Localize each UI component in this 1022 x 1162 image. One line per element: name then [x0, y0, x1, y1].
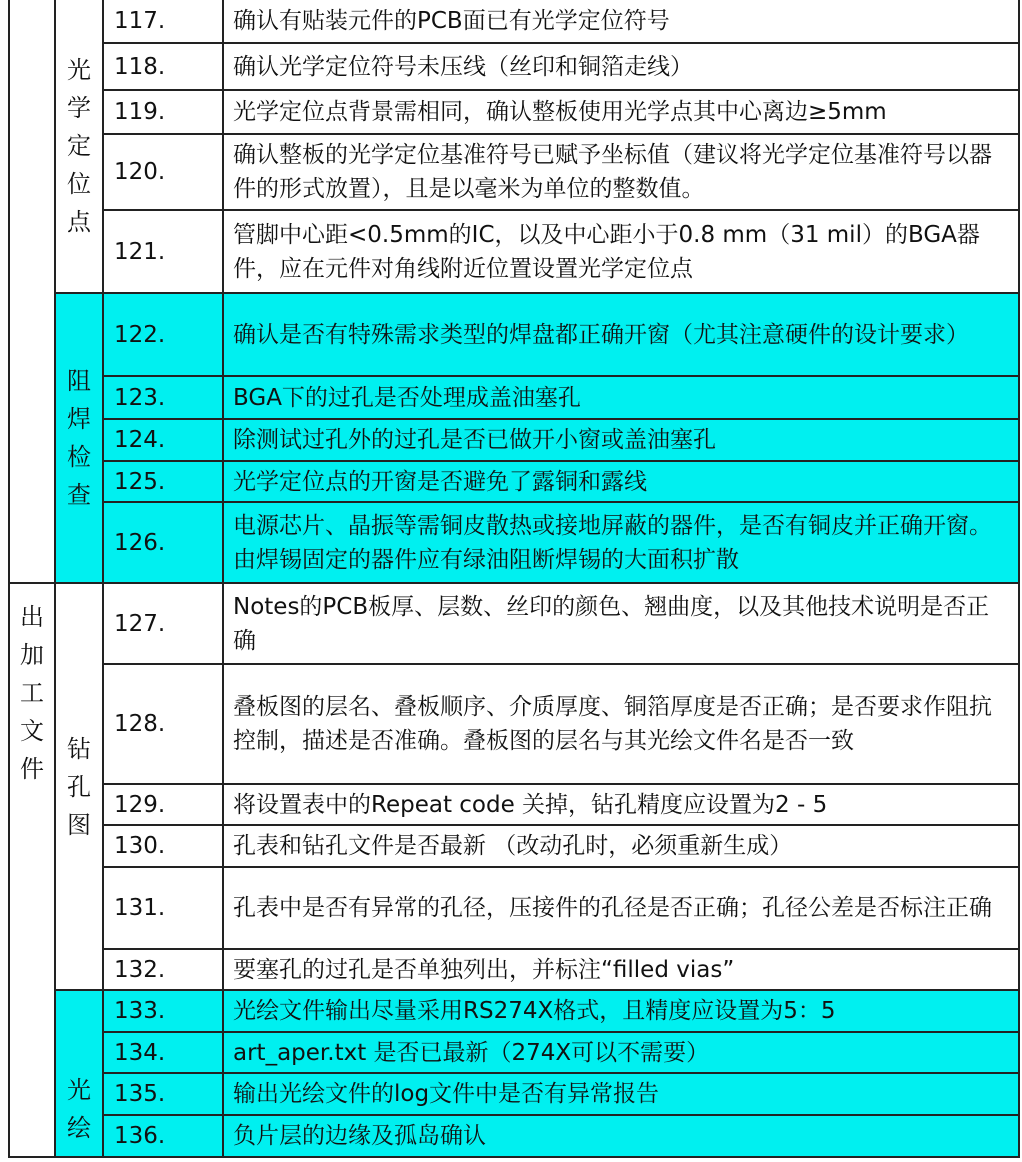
row-text: Notes的PCB板厚、层数、丝印的颜色、翘曲度，以及其他技术说明是否正确 — [223, 583, 1019, 664]
row-text: 电源芯片、晶振等需铜皮散热或接地屏蔽的器件，是否有铜皮并正确开窗。由焊锡固定的器件应有绿油阻断焊锡的大面积扩散 — [223, 502, 1019, 583]
row-text: 管脚中心距<0.5mm的IC，以及中心距小于0.8 mm（31 mil）的BGA器件，应在元件对角线附近位置设置光学定位点 — [223, 210, 1019, 293]
row-number: 125. — [103, 461, 223, 502]
row-text: 确认是否有特殊需求类型的焊盘都正确开窗（尤其注意硬件的设计要求） — [223, 293, 1019, 376]
table-row — [9, 583, 1019, 664]
row-text: 确认整板的光学定位基准符号已赋予坐标值（建议将光学定位基准符号以器件的形式放置），且是以毫米为单位的整数值。 — [223, 134, 1019, 210]
row-text: 光学定位点背景需相同，确认整板使用光学点其中心离边≥5mm — [223, 90, 1019, 134]
table-row — [9, 461, 1019, 502]
table-row — [9, 419, 1019, 461]
row-text: 负片层的边缘及孤岛确认 — [223, 1115, 1019, 1157]
row-text: 将设置表中的Repeat code 关掉，钻孔精度应设置为2 - 5 — [223, 784, 1019, 825]
category-optical-points: 光学定位点 — [55, 0, 103, 293]
table-row — [9, 0, 1019, 43]
table-row — [9, 210, 1019, 293]
table-row — [9, 990, 1019, 1032]
row-number: 129. — [103, 784, 223, 825]
table-row — [9, 825, 1019, 867]
row-text: 孔表中是否有异常的孔径，压接件的孔径是否正确；孔径公差是否标注正确 — [223, 867, 1019, 949]
row-number: 124. — [103, 419, 223, 461]
row-number: 131. — [103, 867, 223, 949]
row-number: 119. — [103, 90, 223, 134]
row-number: 123. — [103, 376, 223, 419]
table-row — [9, 867, 1019, 949]
table-row — [9, 90, 1019, 134]
row-text: 确认有贴装元件的PCB面已有光学定位符号 — [223, 0, 1019, 43]
table-row — [9, 784, 1019, 825]
row-text: 孔表和钻孔文件是否最新 （改动孔时，必须重新生成） — [223, 825, 1019, 867]
row-number: 122. — [103, 293, 223, 376]
row-number: 130. — [103, 825, 223, 867]
table-row — [9, 1032, 1019, 1073]
row-number: 128. — [103, 664, 223, 784]
table-row — [9, 664, 1019, 784]
category-drill-drawing: 钻孔图 — [55, 583, 103, 990]
row-number: 118. — [103, 43, 223, 90]
row-text: 光学定位点的开窗是否避免了露铜和露线 — [223, 461, 1019, 502]
row-text: 确认光学定位符号未压线（丝印和铜箔走线） — [223, 43, 1019, 90]
row-number: 120. — [103, 134, 223, 210]
row-number: 117. — [103, 0, 223, 43]
category-gerber: 光绘 — [55, 990, 103, 1157]
table-row — [9, 134, 1019, 210]
table-row — [9, 1115, 1019, 1157]
row-text: 除测试过孔外的过孔是否已做开小窗或盖油塞孔 — [223, 419, 1019, 461]
row-text: 叠板图的层名、叠板顺序、介质厚度、铜箔厚度是否正确；是否要求作阻抗控制，描述是否准确。叠板图的层名与其光绘文件名是否一致 — [223, 664, 1019, 784]
table-row — [9, 43, 1019, 90]
row-number: 127. — [103, 583, 223, 664]
row-number: 133. — [103, 990, 223, 1032]
row-number: 136. — [103, 1115, 223, 1157]
table-row — [9, 1073, 1019, 1115]
row-number: 121. — [103, 210, 223, 293]
row-number: 132. — [103, 949, 223, 990]
row-text: 输出光绘文件的log文件中是否有异常报告 — [223, 1073, 1019, 1115]
row-text: art_aper.txt 是否已最新（274X可以不需要） — [223, 1032, 1019, 1073]
row-number: 135. — [103, 1073, 223, 1115]
checklist-table — [8, 0, 1020, 1158]
category-output-files: 出加工文件 — [9, 583, 55, 1157]
row-number: 126. — [103, 502, 223, 583]
table-row — [9, 376, 1019, 419]
category-cell-top-blank — [9, 0, 55, 583]
category-solder-mask: 阻焊检查 — [55, 293, 103, 583]
table-row — [9, 502, 1019, 583]
table-row — [9, 949, 1019, 990]
table-row — [9, 293, 1019, 376]
row-text: 要塞孔的过孔是否单独列出，并标注“filled vias” — [223, 949, 1019, 990]
row-text: 光绘文件输出尽量采用RS274X格式，且精度应设置为5：5 — [223, 990, 1019, 1032]
row-text: BGA下的过孔是否处理成盖油塞孔 — [223, 376, 1019, 419]
row-number: 134. — [103, 1032, 223, 1073]
